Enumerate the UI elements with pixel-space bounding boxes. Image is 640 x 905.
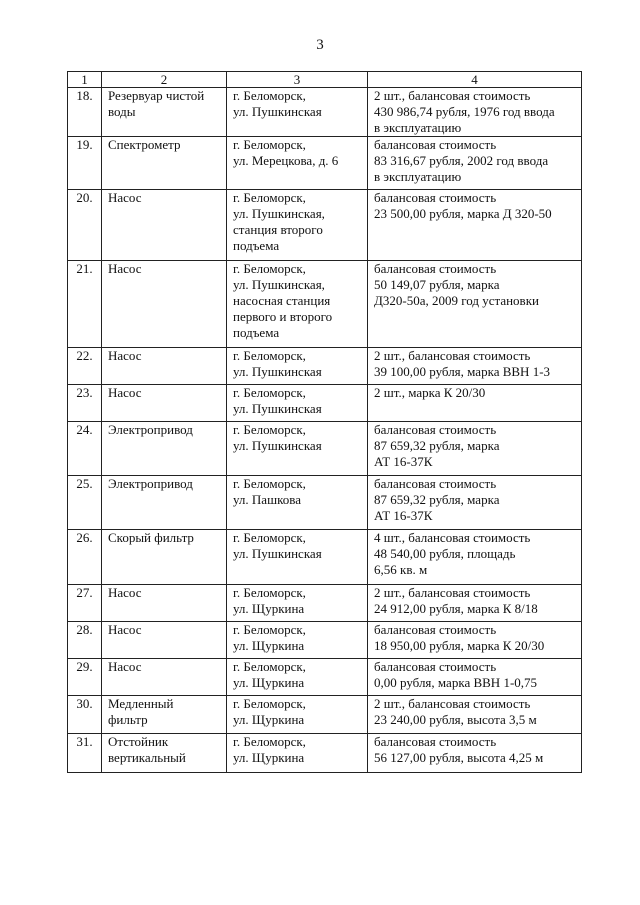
item-address: г. Беломорск, ул. Щуркина xyxy=(227,585,368,622)
item-name: Резервуар чистой воды xyxy=(102,88,227,137)
item-description: балансовая стоимость 23 500,00 рубля, марка Д 320-50 xyxy=(368,190,582,261)
table-row xyxy=(68,659,582,696)
row-number: 21. xyxy=(68,261,102,348)
row-number: 28. xyxy=(68,622,102,659)
item-description: балансовая стоимость 18 950,00 рубля, марка К 20/30 xyxy=(368,622,582,659)
table-row xyxy=(68,696,582,734)
column-header-4: 4 xyxy=(368,72,582,88)
item-name: Насос xyxy=(102,385,227,422)
item-description: 2 шт., балансовая стоимость 24 912,00 рубля, марка К 8/18 xyxy=(368,585,582,622)
item-description: балансовая стоимость 87 659,32 рубля, марка АТ 16-37К xyxy=(368,476,582,530)
table-row xyxy=(68,585,582,622)
item-address: г. Беломорск, ул. Пушкинская xyxy=(227,88,368,137)
item-address: г. Беломорск, ул. Пушкинская xyxy=(227,348,368,385)
row-number: 24. xyxy=(68,422,102,476)
row-number: 23. xyxy=(68,385,102,422)
item-description: 2 шт., балансовая стоимость 23 240,00 рубля, высота 3,5 м xyxy=(368,696,582,734)
item-name: Насос xyxy=(102,659,227,696)
table-header xyxy=(68,72,582,88)
item-description: 2 шт., марка К 20/30 xyxy=(368,385,582,422)
row-number: 18. xyxy=(68,88,102,137)
page-number: 3 xyxy=(316,37,324,53)
item-description: балансовая стоимость 83 316,67 рубля, 2002 год ввода в эксплуатацию xyxy=(368,137,582,190)
column-header-3: 3 xyxy=(227,72,368,88)
row-number: 31. xyxy=(68,734,102,773)
table-row xyxy=(68,261,582,348)
item-name: Насос xyxy=(102,622,227,659)
item-name: Электропривод xyxy=(102,422,227,476)
table-row xyxy=(68,622,582,659)
row-number: 29. xyxy=(68,659,102,696)
item-name: Отстойник вертикальный xyxy=(102,734,227,773)
item-name: Насос xyxy=(102,348,227,385)
item-address: г. Беломорск, ул. Щуркина xyxy=(227,622,368,659)
table-row xyxy=(68,734,582,773)
item-address: г. Беломорск, ул. Щуркина xyxy=(227,734,368,773)
property-table xyxy=(67,71,582,773)
item-description: 2 шт., балансовая стоимость 430 986,74 рубля, 1976 год ввода в эксплуатацию xyxy=(368,88,582,137)
table-body xyxy=(68,88,582,773)
item-description: балансовая стоимость 87 659,32 рубля, марка АТ 16-37К xyxy=(368,422,582,476)
column-header-1: 1 xyxy=(68,72,102,88)
table-row xyxy=(68,137,582,190)
item-name: Медленный фильтр xyxy=(102,696,227,734)
item-address: г. Беломорск, ул. Щуркина xyxy=(227,696,368,734)
item-name: Скорый фильтр xyxy=(102,530,227,585)
item-description: балансовая стоимость 56 127,00 рубля, высота 4,25 м xyxy=(368,734,582,773)
item-name: Насос xyxy=(102,585,227,622)
item-address: г. Беломорск, ул. Щуркина xyxy=(227,659,368,696)
item-name: Спектрометр xyxy=(102,137,227,190)
row-number: 22. xyxy=(68,348,102,385)
row-number: 25. xyxy=(68,476,102,530)
item-name: Насос xyxy=(102,261,227,348)
row-number: 26. xyxy=(68,530,102,585)
item-name: Насос xyxy=(102,190,227,261)
item-description: 4 шт., балансовая стоимость 48 540,00 рубля, площадь 6,56 кв. м xyxy=(368,530,582,585)
row-number: 27. xyxy=(68,585,102,622)
table-row xyxy=(68,190,582,261)
table-row xyxy=(68,348,582,385)
row-number: 30. xyxy=(68,696,102,734)
header-row xyxy=(68,72,582,88)
item-address: г. Беломорск, ул. Пушкинская, станция второго подъема xyxy=(227,190,368,261)
item-address: г. Беломорск, ул. Пушкинская xyxy=(227,530,368,585)
table-row xyxy=(68,422,582,476)
item-name: Электропривод xyxy=(102,476,227,530)
item-description: 2 шт., балансовая стоимость 39 100,00 рубля, марка ВВН 1-3 xyxy=(368,348,582,385)
item-description: балансовая стоимость 50 149,07 рубля, марка Д320-50а, 2009 год установки xyxy=(368,261,582,348)
table-row xyxy=(68,385,582,422)
table-row xyxy=(68,476,582,530)
table-row xyxy=(68,530,582,585)
item-address: г. Беломорск, ул. Мерецкова, д. 6 xyxy=(227,137,368,190)
column-header-2: 2 xyxy=(102,72,227,88)
item-address: г. Беломорск, ул. Пушкинская, насосная станция первого и второго подъема xyxy=(227,261,368,348)
row-number: 20. xyxy=(68,190,102,261)
item-description: балансовая стоимость 0,00 рубля, марка ВВН 1-0,75 xyxy=(368,659,582,696)
item-address: г. Беломорск, ул. Пушкинская xyxy=(227,385,368,422)
item-address: г. Беломорск, ул. Пушкинская xyxy=(227,422,368,476)
item-address: г. Беломорск, ул. Пашкова xyxy=(227,476,368,530)
table-row xyxy=(68,88,582,137)
row-number: 19. xyxy=(68,137,102,190)
